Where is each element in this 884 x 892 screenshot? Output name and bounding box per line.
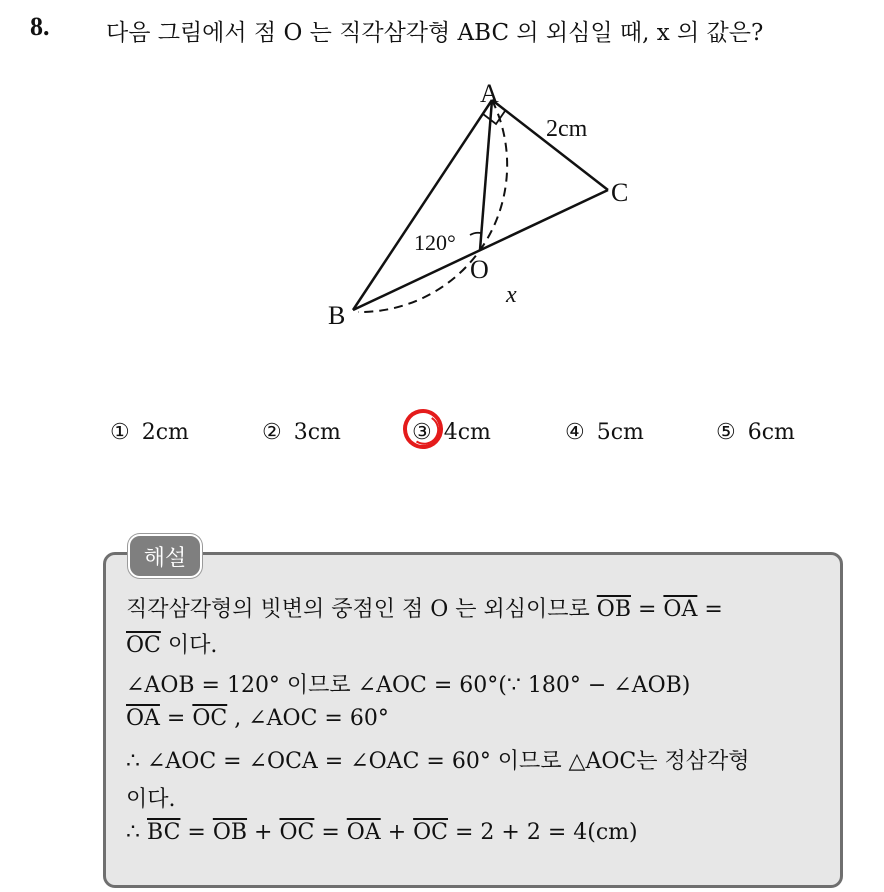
sol7-plus2: + <box>380 820 414 845</box>
choice-2[interactable] <box>262 420 341 445</box>
sol7-oa: $\overline{OA}$ <box>346 820 381 845</box>
choice-4-marker: ④ <box>565 420 585 445</box>
sol7-eq: = <box>180 820 213 845</box>
side-ac <box>492 100 608 190</box>
choice-1-marker: ① <box>110 420 130 445</box>
sol4-eq: = <box>159 706 193 731</box>
choice-5[interactable] <box>716 420 795 445</box>
sol7-ob: $\overline{OB}$ <box>212 820 248 845</box>
question-header <box>0 0 884 60</box>
sol4-post: , ∠AOC = 60° <box>227 706 389 731</box>
solution-line-1 <box>126 592 723 623</box>
segment-oa <box>480 100 492 250</box>
sol1-text: 직각삼각형의 빗변의 중점인 점 O 는 외심이므로 <box>126 597 597 622</box>
sol7-bc: $\overline{BC}$ <box>147 820 181 845</box>
solution-line-2 <box>126 628 217 659</box>
solution-line-4 <box>126 706 389 731</box>
sol1-eq: = <box>630 597 664 622</box>
sol7-plus: + <box>247 820 280 845</box>
sol1-eq2: = <box>697 597 723 622</box>
label-c: C <box>611 178 629 207</box>
label-120: 120° <box>414 230 456 255</box>
choice-4-value: 5cm <box>596 420 644 445</box>
choice-5-value: 6cm <box>747 420 795 445</box>
sol2-post: 이다. <box>160 633 218 658</box>
sol7-oc: $\overline{OC}$ <box>279 820 315 845</box>
sol4-oa: $\overline{OA}$ <box>126 706 160 731</box>
sol7-oc2: $\overline{OC}$ <box>413 820 448 845</box>
choice-2-marker: ② <box>262 420 282 445</box>
sol7-eq2: = <box>314 820 347 845</box>
label-o: O <box>470 255 489 284</box>
sol7-pre: ∴ <box>126 820 147 845</box>
solution-tag: 해설 <box>128 534 202 578</box>
sol1-ob: $\overline{OB}$ <box>596 597 631 622</box>
choice-3-value: 4cm <box>443 420 491 445</box>
sol7-post: = 2 + 2 = 4(cm) <box>448 820 638 845</box>
solution-line-6: 이다. <box>126 787 176 812</box>
angle-arc <box>470 233 481 235</box>
choice-4[interactable] <box>565 420 644 445</box>
label-a: A <box>480 80 499 108</box>
choice-3-marker: ③ <box>412 420 432 445</box>
sol1-oa: $\overline{OA}$ <box>663 597 698 622</box>
solution-line-5: ∴ ∠AOC = ∠OCA = ∠OAC = 60° 이므로 △AOC는 정삼각형 <box>126 749 750 774</box>
label-2cm: 2cm <box>546 116 588 142</box>
choice-5-marker: ⑤ <box>716 420 736 445</box>
right-angle-mark <box>483 111 505 124</box>
label-x: x <box>506 282 517 308</box>
triangle-figure <box>310 80 670 340</box>
label-b: B <box>328 301 346 330</box>
question-text: 다음 그림에서 점 O 는 직각삼각형 ABC 의 외심일 때, x 의 값은? <box>106 20 764 46</box>
sol2-oc: $\overline{OC}$ <box>126 633 161 658</box>
question-number: 8. <box>30 12 50 41</box>
sol4-oc: $\overline{OC}$ <box>192 706 228 731</box>
solution-line-7 <box>126 820 638 845</box>
choice-2-value: 3cm <box>293 420 341 445</box>
choice-1[interactable] <box>110 420 189 445</box>
choice-1-value: 2cm <box>141 420 189 445</box>
solution-line-3: ∠AOB = 120° 이므로 ∠AOC = 60°(∵ 180° − ∠AOB) <box>126 673 691 698</box>
